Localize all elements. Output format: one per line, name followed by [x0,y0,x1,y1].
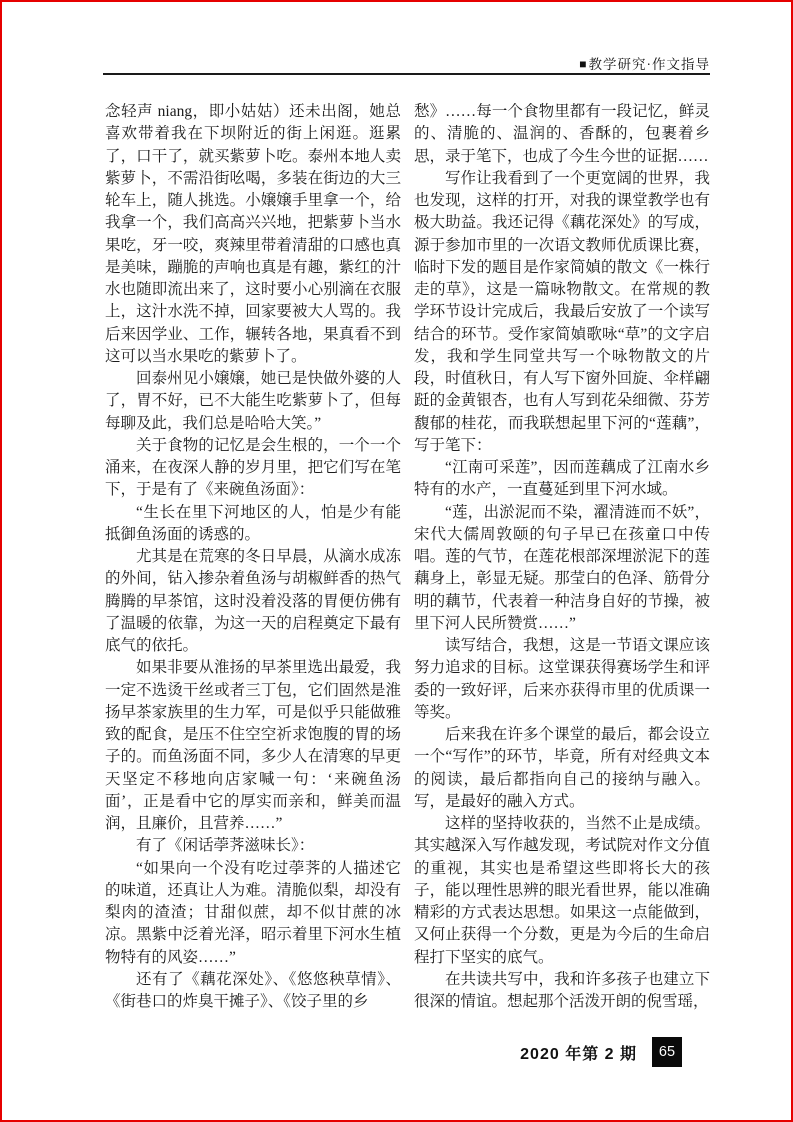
paragraph: “江南可采莲”，因而莲藕成了江南水乡特有的水产，一直蔓延到里下河水域。 [414,459,710,499]
paragraph: 读写结合，我想，这是一节语文课应该努力追求的目标。这堂课获得赛场学生和评委的一致好评，后来亦获得市里的优质课一等奖。 [414,637,710,721]
paragraph: 愁》……每一个食物里都有一段记忆，鲜灵的、清脆的、温润的、香酥的，包裹着乡思，录于笔下，也成了今生今世的证据…… [414,103,710,165]
paragraph: “如果向一个没有吃过荸荠的人描述它的味道，还真让人为难。清脆似梨，却没有梨肉的渣渣；甘甜似蔗，却不似甘蔗的冰凉。黑紫中泛着光泽，昭示着里下河水生植物特有的风姿……” [105,859,401,966]
paragraph: 写作让我看到了一个更宽阔的世界，我也发现，这样的打开，对我的课堂教学也有极大助益。我还记得《藕花深处》的写成，源于参加市里的一次语文教师优质课比赛，临时下发的题目是作家简媜的散文《一株行走的草》，这是一篇咏物散文。在常规的教学环节设计完成后，我最后安放了一个读写结合的环节。受作家简媜歌咏“草”的文字启发，我和学生同堂共写一个咏物散文的片段，时值秋日，有人写下窗外回旋、伞样翩跹的金黄银杏，也有人写到花朵细微、芬芳馥郁的桂花，而我联想起里下河的“莲藕”，写于笔下： [414,169,710,454]
paragraph: 如果非要从淮扬的早茶里选出最爱，我一定不选烫干丝或者三丁包，它们固然是淮扬早茶家族里的生力军，可是似乎只能做雅致的配食，是压不住空空祈求饱腹的胃的场子的。而鱼汤面不同，多少人在清寒的早更天坚定不移地向店家喊一句：‘来碗鱼汤面’，正是看中它的厚实而亲和，鲜美而温润，且廉价，且营养……” [105,659,401,832]
paragraph: 这样的坚持收获的，当然不止是成绩。其实越深入写作越发现，考试院对作文分值的重视，其实也是希望这些即将长大的孩子，能以理性思辨的眼光看世界，能以准确精彩的方式表达思想。如果这一点能做到，又何止获得一个分数，更是为今后的生命启程打下坚实的底气。 [414,815,710,966]
paragraph: “莲，出淤泥而不染，濯清涟而不妖”，宋代大儒周敦颐的句子早已在孩童口中传唱。莲的气节，在莲花根部深埋淤泥下的莲藕身上，彰显无疑。那莹白的色泽、筋骨分明的藕节，代表着一种洁身自好的节操，被里下河人民所赞赏……” [414,503,710,632]
paragraph: 尤其是在荒寒的冬日早晨，从滴水成冻的外间，钻入掺杂着鱼汤与胡椒鲜香的热气腾腾的早茶馆，这时没着没落的胃便仿佛有了温暖的依靠，为这一天的启程奠定下最有底气的依托。 [105,548,401,654]
paragraph: 念轻声 niang，即小姑姑）还未出阁，她总喜欢带着我在下坝附近的街上闲逛。逛累了，口干了，就买紫萝卜吃。泰州本地人卖紫萝卜，不需沿街吆喝，多装在街边的大三轮车上，随人挑选。小嬢嬢手里拿一个，给我拿一个，我们高高兴兴地，把紫萝卜当水果吃，牙一咬，爽辣里带着清甜的口感也真是美味，蹦脆的声响也真是有趣，紫红的汁水也随即流出来了，这时要小心别滴在衣服上，这汁水洗不掉，回家要被大人骂的。我后来因学业、工作，辗转各地，果真看不到这可以当水果吃的紫萝卜了。 [105,103,401,365]
section-label: 教学研究·作文指导 [588,57,710,72]
paragraph: “生长在里下河地区的人，怕是少有能抵御鱼汤面的诱惑的。 [105,503,401,543]
section-marker-icon: ■ [579,57,588,71]
article-body [105,101,710,1014]
page-footer [520,1037,682,1067]
column-right [414,101,710,1014]
column-left [105,101,401,1014]
paragraph: 回泰州见小嬢嬢，她已是快做外婆的人了，胃不好，已不大能生吃紫萝卜了，但每每聊及此，我们总是哈哈大笑。” [105,370,401,432]
paragraph: 还有了《藕花深处》、《悠悠秧草情》、《街巷口的炸臭干摊子》、《饺子里的乡 [105,970,401,1010]
paragraph: 在共读共写中，我和许多孩子也建立下很深的情谊。想起那个活泼开朗的倪雪瑶， [414,970,710,1010]
header-divider [103,73,710,75]
issue-label: 2020 年第 2 期 [520,1045,637,1063]
paragraph: 有了《闲话荸荠滋味长》： [136,837,315,855]
page-header [103,53,710,73]
paragraph: 后来我在许多个课堂的最后，都会设立一个“写作”的环节，毕竟，所有对经典文本的阅读，最后都指向自己的接纳与融入。写，是最好的融入方式。 [414,726,710,810]
paragraph: 关于食物的记忆是会生根的，一个一个涌来，在夜深人静的岁月里，把它们写在笔下，于是有了《来碗鱼汤面》： [105,436,401,499]
page-number-badge: 65 [652,1037,682,1067]
